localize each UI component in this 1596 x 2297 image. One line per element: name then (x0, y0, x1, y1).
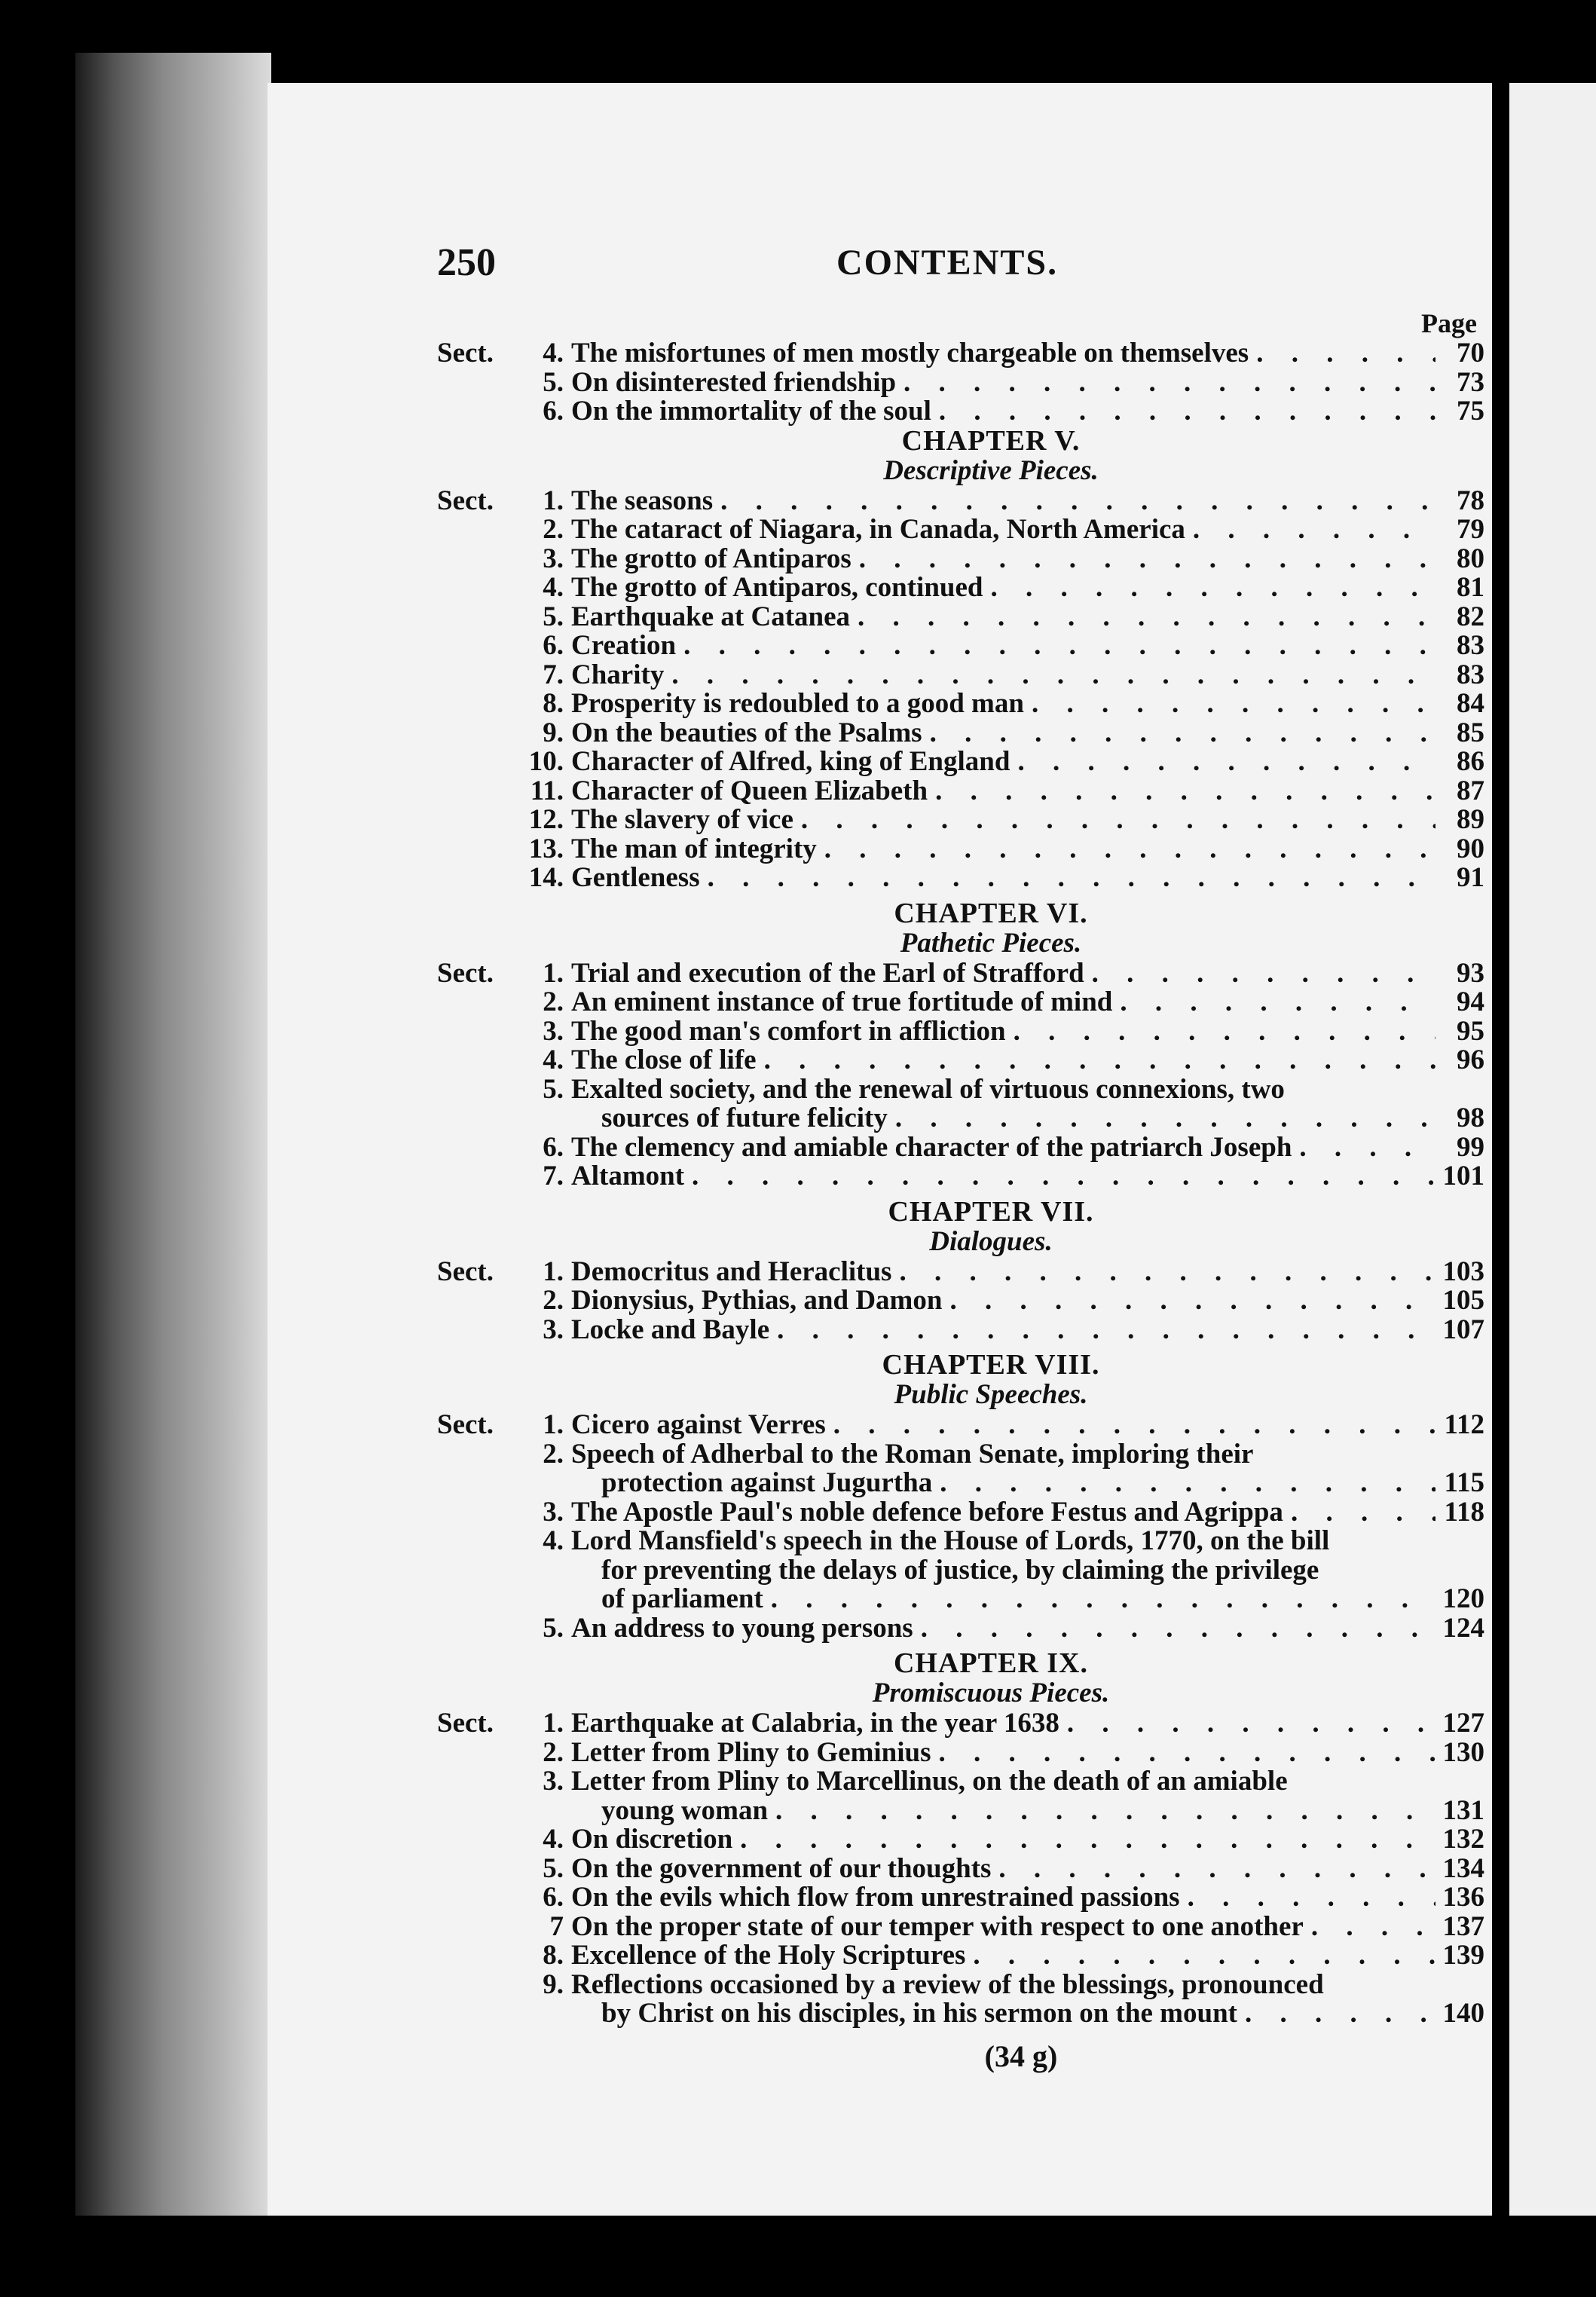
section-number: 3. (543, 1314, 564, 1345)
leader-dots (931, 397, 1435, 427)
page-ref: 103 (1442, 1256, 1484, 1287)
toc-entry (437, 397, 1484, 427)
entry-title: Dionysius, Pythias, and Damon (571, 1285, 943, 1316)
page-ref: 118 (1444, 1496, 1484, 1528)
page-ref: 137 (1442, 1910, 1484, 1942)
leader-dots (826, 1411, 1435, 1440)
entry-title: Democritus and Heraclitus (571, 1256, 892, 1287)
entry-title: Trial and execution of the Earl of Strafford (571, 957, 1084, 989)
page-ref: 86 (1457, 746, 1484, 777)
chapter-heading: CHAPTER V. (901, 424, 1081, 457)
section-number: 6. (543, 1131, 564, 1163)
section-number: 2. (543, 1438, 564, 1470)
section-number: 6. (543, 1882, 564, 1913)
entry-title: On the immortality of the soul (571, 396, 931, 427)
sect-label: Sect. (437, 957, 494, 989)
toc-entry (437, 1736, 1484, 1768)
toc-entry-continuation (437, 1556, 1484, 1586)
entry-title: Letter from Pliny to Marcellinus, on the death of an amiable (571, 1766, 1288, 1797)
toc-entry (437, 988, 1484, 1017)
section-number: 8. (543, 1940, 564, 1971)
entry-title: Exalted society, and the renewal of virtuous connexions, two (571, 1073, 1285, 1105)
chapter-block (437, 899, 1484, 1197)
toc-entry-continuation (437, 1794, 1484, 1826)
toc-entry (437, 366, 1484, 398)
section-number: 10. (528, 746, 564, 777)
leader-dots (664, 661, 1435, 690)
page-ref: 120 (1442, 1583, 1484, 1614)
chapter-subheading: Pathetic Pieces. (900, 927, 1082, 959)
entry-title: Excellence of the Holy Scriptures (571, 1940, 966, 1971)
page-ref: 73 (1457, 366, 1484, 398)
entry-title: The clemency and amiable character of the patriarch Joseph (571, 1131, 1292, 1163)
entry-title: On disinterested friendship (571, 366, 897, 398)
entry-title: The cataract of Niagara, in Canada, North America (571, 514, 1185, 545)
section-number: 4. (543, 1824, 564, 1855)
entry-title-continued: sources of future felicity (601, 1103, 888, 1133)
toc-entry (437, 806, 1484, 835)
page-ref: 83 (1457, 630, 1484, 661)
leader-dots (852, 545, 1435, 574)
section-number: 3. (543, 1015, 564, 1047)
leader-dots (965, 1941, 1435, 1971)
chapter-heading: CHAPTER IX. (893, 1647, 1089, 1679)
page-ref: 136 (1442, 1882, 1484, 1913)
toc-entry-continuation (437, 1469, 1484, 1498)
section-number: 2. (543, 1285, 564, 1316)
entry-title-continued: by Christ on his disciples, in his sermon on the mount (601, 1998, 1237, 2029)
page-ref: 139 (1442, 1940, 1484, 1971)
running-title: CONTENTS. (836, 243, 1059, 283)
toc-entry (437, 573, 1484, 603)
page-ref: 87 (1457, 775, 1484, 806)
leader-dots (757, 1046, 1435, 1075)
page-ref: 93 (1457, 957, 1484, 989)
leader-dots (942, 1286, 1435, 1316)
toc-entry (437, 777, 1484, 806)
toc-entry-continuation (437, 1999, 1484, 2029)
section-number: 1. (543, 1708, 564, 1739)
entry-title-continued: for preventing the delays of justice, by claiming the privilege (601, 1554, 1319, 1586)
toc-entry (437, 632, 1484, 661)
page-ref: 131 (1442, 1794, 1484, 1826)
section-number: 5. (543, 1612, 564, 1644)
leader-dots (732, 1825, 1435, 1855)
section-number: 4. (543, 338, 564, 369)
section-number: 1. (543, 1409, 564, 1440)
section-number: 2. (543, 986, 564, 1017)
section-number: 5. (543, 366, 564, 398)
leader-dots (896, 369, 1435, 398)
leader-dots (684, 1162, 1435, 1191)
entry-title: The misfortunes of men mostly chargeable on themselves (571, 338, 1249, 369)
leader-dots (913, 1614, 1435, 1644)
toc-entry (437, 1075, 1484, 1105)
page-ref: 94 (1457, 986, 1484, 1017)
section-number: 1. (543, 485, 564, 516)
entry-title: Character of Queen Elizabeth (571, 775, 928, 806)
page-ref: 83 (1457, 659, 1484, 690)
section-number: 3. (543, 1496, 564, 1528)
facing-page-edge (1509, 83, 1596, 2216)
leader-dots (817, 835, 1435, 864)
sect-label: Sect. (437, 1256, 494, 1287)
toc-entry (437, 515, 1484, 545)
entry-title: On the evils which flow from unrestrained passions (571, 1882, 1180, 1913)
chapter-subheading: Descriptive Pieces. (883, 454, 1099, 486)
entry-title: On the beauties of the Psalms (571, 717, 922, 748)
toc-entry (437, 661, 1484, 690)
leader-dots (983, 573, 1436, 603)
toc-entry (437, 959, 1484, 989)
leader-dots (1010, 748, 1435, 777)
toc-entry (437, 1133, 1484, 1163)
page-ref: 80 (1457, 543, 1484, 574)
page-ref: 98 (1457, 1103, 1484, 1133)
toc-entry (437, 1709, 1484, 1739)
leader-dots (928, 777, 1435, 806)
page-ref: 127 (1442, 1708, 1484, 1739)
leader-dots (676, 632, 1435, 661)
contents-listing (437, 241, 1484, 2073)
entry-title: The man of integrity (571, 833, 817, 864)
page-ref: 132 (1442, 1824, 1484, 1855)
toc-entry (437, 1046, 1484, 1075)
section-number: 3. (543, 543, 564, 574)
chapters-list (437, 424, 1484, 2035)
leader-dots (991, 1855, 1435, 1884)
toc-entry (437, 1852, 1484, 1884)
toc-entry (437, 1941, 1484, 1971)
section-number: 6. (543, 396, 564, 427)
toc-entry (437, 1498, 1484, 1528)
entry-title: Lord Mansfield's speech in the House of Lords, 1770, on the bill (571, 1525, 1330, 1556)
leader-dots (1024, 690, 1435, 719)
toc-entry (437, 487, 1484, 516)
entry-title: Character of Alfred, king of England (571, 746, 1010, 777)
book-page (268, 83, 1492, 2216)
toc-entry (437, 1162, 1484, 1191)
section-number: 4. (543, 1045, 564, 1075)
leader-dots (931, 1739, 1435, 1768)
leader-dots (1006, 1017, 1435, 1047)
entry-title: The close of life (571, 1045, 757, 1075)
toc-entry (437, 719, 1484, 748)
toc-entry-continuation (437, 1585, 1484, 1614)
page-ref: 134 (1442, 1852, 1484, 1884)
entry-title: On discretion (571, 1824, 733, 1855)
section-number: 12. (528, 804, 564, 835)
entry-title: Locke and Bayle (571, 1314, 770, 1345)
section-number: 2. (543, 1736, 564, 1768)
page-ref: 91 (1457, 862, 1484, 893)
toc-entry (437, 1440, 1484, 1470)
leader-dots (922, 719, 1435, 748)
page-header (437, 241, 1484, 309)
page-ref: 107 (1442, 1314, 1484, 1345)
section-number: 2. (543, 514, 564, 545)
page-ref: 99 (1457, 1131, 1484, 1163)
chapter-block (437, 1649, 1484, 2035)
chapter-heading: CHAPTER VII. (888, 1195, 1094, 1228)
toc-entry (437, 1825, 1484, 1855)
entry-title: Letter from Pliny to Geminius (571, 1736, 931, 1768)
chapter-subheading: Dialogues. (929, 1225, 1053, 1257)
sect-label: Sect. (437, 338, 494, 369)
toc-entry (437, 545, 1484, 574)
page-ref: 105 (1442, 1285, 1484, 1316)
chapter-heading: CHAPTER VI. (894, 897, 1088, 929)
section-number: 1. (543, 957, 564, 989)
leader-dots (1180, 1883, 1435, 1913)
entry-title: Cicero against Verres (571, 1409, 826, 1440)
page-ref: 95 (1457, 1015, 1484, 1047)
entry-title: Earthquake at Catanea (571, 601, 851, 632)
carryover-entries (437, 339, 1484, 427)
entry-title: Creation (571, 630, 677, 661)
leader-dots (1304, 1913, 1435, 1942)
leader-dots (1237, 1999, 1435, 2029)
page-ref: 96 (1457, 1045, 1484, 1075)
leader-dots (1084, 959, 1435, 989)
chapter-heading: CHAPTER VIII. (882, 1349, 1100, 1381)
leader-dots (763, 1585, 1435, 1614)
entry-title: Earthquake at Calabria, in the year 1638 (571, 1708, 1059, 1739)
toc-entry (437, 864, 1484, 893)
entry-title: The slavery of vice (571, 804, 793, 835)
entry-title: Prosperity is redoubled to a good man (571, 688, 1024, 719)
leader-dots (888, 1104, 1435, 1133)
page-ref: 115 (1444, 1467, 1484, 1498)
page-ref: 84 (1457, 688, 1484, 719)
section-number: 5. (543, 1073, 564, 1105)
entry-title: On the government of our thoughts (571, 1852, 992, 1884)
page-ref: 75 (1457, 396, 1484, 427)
section-number: 7 (549, 1910, 564, 1942)
toc-entry (437, 1527, 1484, 1556)
toc-entry (437, 748, 1484, 777)
entry-title: Altamont (571, 1161, 685, 1191)
leader-dots (1059, 1709, 1435, 1739)
toc-entry (437, 835, 1484, 864)
entry-title: Reflections occasioned by a review of the blessings, pronounced (571, 1968, 1324, 2000)
chapter-block (437, 1197, 1484, 1351)
toc-entry (437, 1316, 1484, 1345)
leader-dots (1283, 1498, 1435, 1528)
leader-dots (1185, 515, 1435, 545)
section-number: 6. (543, 630, 564, 661)
sect-label: Sect. (437, 1409, 494, 1440)
toc-entry (437, 1883, 1484, 1913)
entry-title-continued: protection against Jugurtha (601, 1467, 933, 1498)
page-ref: 85 (1457, 717, 1484, 748)
page-ref: 70 (1457, 338, 1484, 369)
leader-dots (1292, 1133, 1435, 1163)
page-ref: 124 (1442, 1612, 1484, 1644)
section-number: 5. (543, 601, 564, 632)
entry-title: An address to young persons (571, 1612, 913, 1644)
chapter-subheading: Public Speeches. (894, 1379, 1088, 1410)
entry-title: Charity (571, 659, 665, 690)
leader-dots (850, 603, 1435, 632)
page-ref: 90 (1457, 833, 1484, 864)
section-number: 7. (543, 659, 564, 690)
toc-entry (437, 603, 1484, 632)
book-spine-shadow (75, 53, 271, 2216)
chapter-block (437, 424, 1484, 899)
chapter-block (437, 1350, 1484, 1649)
toc-entry (437, 1258, 1484, 1287)
section-number: 7. (543, 1161, 564, 1191)
entry-title: The Apostle Paul's noble defence before Festus and Agrippa (571, 1496, 1283, 1528)
page-ref: 82 (1457, 601, 1484, 632)
page-ref: 79 (1457, 514, 1484, 545)
entry-title-continued: young woman (601, 1794, 769, 1826)
section-number: 8. (543, 688, 564, 719)
page-number: 250 (437, 241, 496, 284)
entry-title: The seasons (571, 485, 714, 516)
entry-title: The grotto of Antiparos (571, 543, 852, 574)
leader-dots (713, 487, 1435, 516)
section-number: 4. (543, 572, 564, 603)
toc-entry-continuation (437, 1104, 1484, 1133)
page-ref: 140 (1442, 1998, 1484, 2029)
section-number: 9. (543, 1968, 564, 2000)
entry-title: The grotto of Antiparos, continued (571, 572, 983, 603)
entry-title-continued: of parliament (601, 1583, 763, 1614)
page-ref: 78 (1457, 485, 1484, 516)
chapter-spacer (437, 2029, 1484, 2035)
section-number: 4. (543, 1525, 564, 1556)
page-ref: 81 (1457, 572, 1484, 603)
page-column-label: Page (1421, 308, 1477, 338)
page-ref: 89 (1457, 804, 1484, 835)
leader-dots (891, 1258, 1435, 1287)
leader-dots (793, 806, 1435, 835)
section-number: 9. (543, 717, 564, 748)
sect-label: Sect. (437, 485, 494, 516)
entry-title: Speech of Adherbal to the Roman Senate, imploring their (571, 1438, 1254, 1470)
toc-entry (437, 1411, 1484, 1440)
toc-entry (437, 1614, 1484, 1644)
page-ref: 112 (1444, 1409, 1484, 1440)
sect-label: Sect. (437, 1708, 494, 1739)
page-ref: 101 (1442, 1161, 1484, 1191)
signature-mark: (34 g) (984, 2039, 1058, 2073)
entry-title: The good man's comfort in affliction (571, 1015, 1006, 1047)
section-number: 14. (528, 862, 564, 893)
toc-entry (437, 1286, 1484, 1316)
toc-entry (437, 690, 1484, 719)
entry-title: On the proper state of our temper with respect to one another (571, 1910, 1304, 1942)
toc-entry (437, 1910, 1484, 1942)
toc-entry (437, 1017, 1484, 1047)
leader-dots (769, 1316, 1435, 1345)
section-number: 5. (543, 1852, 564, 1884)
entry-title: Gentleness (571, 862, 700, 893)
section-number: 1. (543, 1256, 564, 1287)
section-number: 3. (543, 1766, 564, 1797)
toc-entry (437, 1968, 1484, 2000)
page-ref: 130 (1442, 1736, 1484, 1768)
chapter-subheading: Promiscuous Pieces. (872, 1678, 1110, 1708)
leader-dots (768, 1797, 1435, 1826)
leader-dots (1249, 339, 1435, 369)
leader-dots (1112, 988, 1435, 1017)
leader-dots (932, 1469, 1435, 1498)
leader-dots (700, 864, 1435, 893)
section-number: 13. (528, 833, 564, 864)
toc-entry (437, 339, 1484, 369)
entry-title: An eminent instance of true fortitude of mind (571, 986, 1113, 1017)
section-number: 11. (530, 775, 564, 806)
toc-entry (437, 1767, 1484, 1797)
